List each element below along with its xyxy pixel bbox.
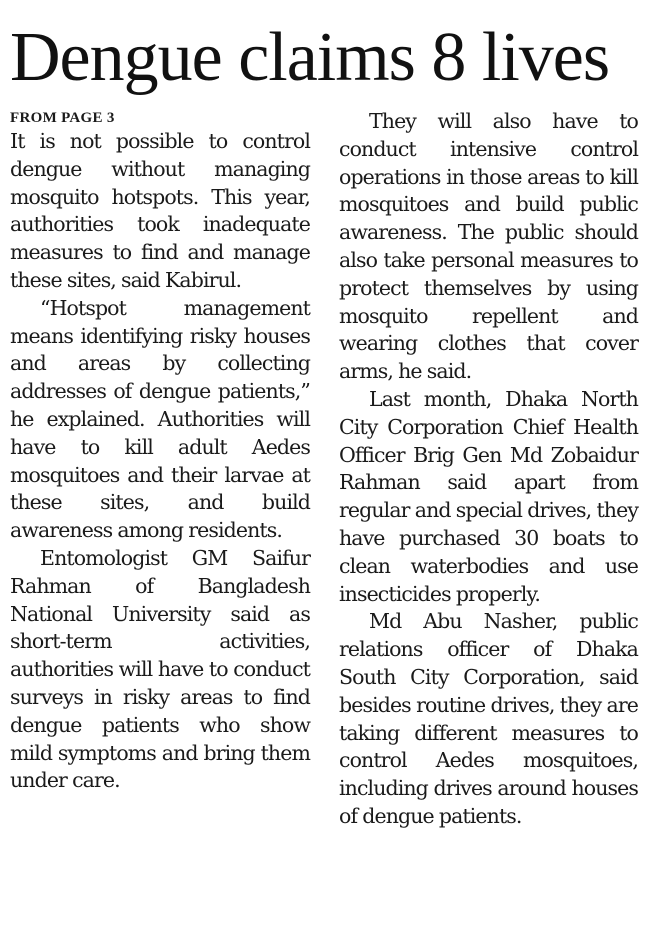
paragraph: Entomologist GM Saifur Rahman of Bangladesh National University said as short-term activities, authorities will have to conduct surveys in risky areas to find dengue patients who show mild symptoms and bring them under care. [10,545,310,793]
paragraph: “Hotspot management means identifying risky houses and areas by collecting addresses of dengue patients,” he explained. Authorities will have to kill adult Aedes mosquitoes and their larvae at these sites, and build awareness among residents. [10,295,310,543]
right-column [339,108,638,831]
paragraph: Md Abu Nasher, public relations officer of Dhaka South City Corporation, said besides routine drives, they are taking different measures to control Aedes mosquitoes, including drives around houses of dengue patients. [339,609,638,828]
paragraph: Last month, Dhaka North City Corporation Chief Health Officer Brig Gen Md Zobaidur Rahman said apart from regular and special drives, they have purchased 30 boats to clean waterbodies and use insecticides properly. [339,386,638,606]
paragraph: They will also have to conduct intensive control operations in those areas to kill mosquitoes and build public awareness. The public should also take personal measures to protect themselves by using mosquito repellent and wearing clothes that cover arms, he said. [339,109,638,384]
left-column [10,108,310,795]
paragraph: It is not possible to control dengue without managing mosquito hotspots. This year, authorities took inadequate measures to find and manage these sites, said Kabirul. [10,129,310,292]
continuation-kicker: FROM PAGE 3 [10,110,115,126]
headline: Dengue claims 8 lives [10,19,610,96]
